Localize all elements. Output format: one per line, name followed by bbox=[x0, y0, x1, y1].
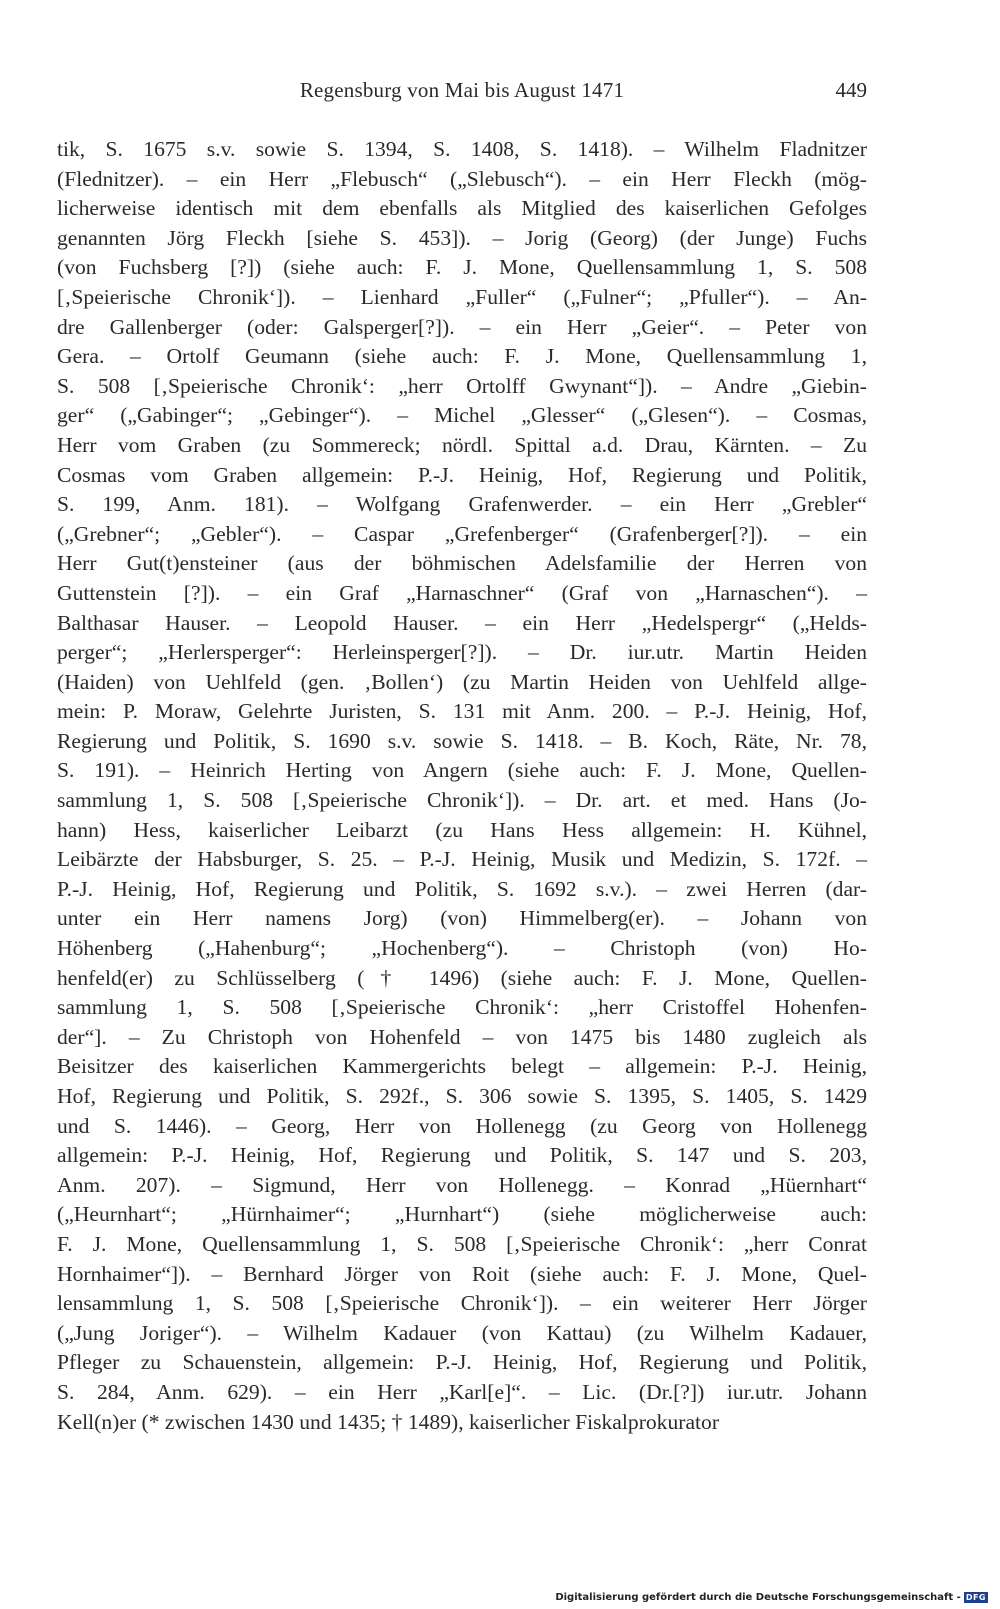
text-line: dre Gallenberger (oder: Galsperger[?]). – ein Herr „Geier“. – Peter von bbox=[57, 314, 867, 339]
funding-note: Digitalisierung gefördert durch die Deutsche Forschungsgemeinschaft - bbox=[555, 1592, 961, 1603]
text-line: (von Fuchsberg [?]) (siehe auch: F. J. Mone, Quellensammlung 1, S. 508 bbox=[57, 255, 867, 280]
text-line: Pfleger zu Schauenstein, allgemein: P.-J. Heinig, Hof, Regierung und Politik, bbox=[57, 1350, 867, 1375]
text-line: Guttenstein [?]). – ein Graf „Harnaschner“ (Graf von „Harnaschen“). – bbox=[57, 580, 867, 605]
text-line: unter ein Herr namens Jorg) (von) Himmelberg(er). – Johann von bbox=[57, 906, 867, 931]
text-line: Regierung und Politik, S. 1690 s.v. sowie S. 1418. – B. Koch, Räte, Nr. 78, bbox=[57, 728, 867, 753]
text-line: (Haiden) von Uehlfeld (gen. ‚Bollen‘) (zu Martin Heiden von Uehlfeld allge- bbox=[57, 669, 867, 694]
text-line: und S. 1446). – Georg, Herr von Hollenegg (zu Georg von Hollenegg bbox=[57, 1113, 867, 1138]
text-line: Hof, Regierung und Politik, S. 292f., S. 306 sowie S. 1395, S. 1405, S. 1429 bbox=[57, 1084, 867, 1108]
dfg-logo: DFG bbox=[965, 1593, 986, 1602]
text-line: („Heurnhart“; „Hürnhaimer“; „Hurnhart“) (siehe möglicherweise auch: bbox=[57, 1202, 867, 1227]
running-title: Regensburg von Mai bis August 1471 bbox=[299, 78, 625, 102]
text-line: Höhenberg („Hahenburg“; „Hochenberg“). – Christoph (von) Ho- bbox=[57, 936, 867, 961]
text-line: („Grebner“; „Gebler“). – Caspar „Grefenberger“ (Grafenberger[?]). – ein bbox=[57, 521, 867, 546]
text-line: Balthasar Hauser. – Leopold Hauser. – ein Herr „Hedelspergr“ („Helds- bbox=[57, 610, 867, 635]
text-line: P.-J. Heinig, Hof, Regierung und Politik, S. 1692 s.v.). – zwei Herren (dar- bbox=[57, 876, 867, 901]
text-line: der“]. – Zu Christoph von Hohenfeld – von 1475 bis 1480 zugleich als bbox=[57, 1024, 867, 1049]
text-line: sammlung 1, S. 508 [‚Speierische Chronik‘: „herr Cristoffel Hohenfen- bbox=[57, 995, 867, 1020]
text-line: Herr vom Graben (zu Sommereck; nördl. Spittal a.d. Drau, Kärnten. – Zu bbox=[57, 432, 867, 457]
text-line: licherweise identisch mit dem ebenfalls als Mitglied des kaiserlichen Gefolges bbox=[57, 196, 867, 221]
text-line: Cosmas vom Graben allgemein: P.-J. Heinig, Hof, Regierung und Politik, bbox=[57, 462, 867, 487]
text-line: lensammlung 1, S. 508 [‚Speierische Chronik‘]). – ein weiterer Herr Jörger bbox=[57, 1291, 867, 1316]
text-line: S. 508 [‚Speierische Chronik‘: „herr Ortolff Gwynant“]). – Andre „Giebin- bbox=[57, 373, 867, 398]
text-line: [‚Speierische Chronik‘]). – Lienhard „Fuller“ („Fulner“; „Pfuller“). – An- bbox=[57, 284, 867, 309]
footer-note bbox=[555, 1592, 988, 1603]
text-line: („Jung Joriger“). – Wilhelm Kadauer (von Kattau) (zu Wilhelm Kadauer, bbox=[57, 1320, 867, 1345]
text-line: (Flednitzer). – ein Herr „Flebusch“ („Slebusch“). – ein Herr Fleckh (mög- bbox=[57, 166, 867, 191]
text-line: sammlung 1, S. 508 [‚Speierische Chronik‘]). – Dr. art. et med. Hans (Jo- bbox=[57, 788, 867, 813]
text-line: S. 191). – Heinrich Herting von Angern (siehe auch: F. J. Mone, Quellen- bbox=[57, 758, 867, 783]
body-text bbox=[57, 135, 867, 1437]
text-line: Leibärzte der Habsburger, S. 25. – P.-J. Heinig, Musik und Medizin, S. 172f. – bbox=[57, 847, 867, 872]
text-line: perger“; „Herlersperger“: Herleinsperger[?]). – Dr. iur.utr. Martin Heiden bbox=[57, 640, 867, 665]
text-line: F. J. Mone, Quellensammlung 1, S. 508 [‚Speierische Chronik‘: „herr Conrat bbox=[57, 1231, 867, 1256]
text-line: henfeld(er) zu Schlüsselberg († 1496) (siehe auch: F. J. Mone, Quellen- bbox=[57, 965, 867, 990]
text-line: tik, S. 1675 s.v. sowie S. 1394, S. 1408, S. 1418). – Wilhelm Fladnitzer bbox=[57, 137, 867, 161]
text-line: allgemein: P.-J. Heinig, Hof, Regierung und Politik, S. 147 und S. 203, bbox=[57, 1143, 867, 1168]
text-line: hann) Hess, kaiserlicher Leibarzt (zu Hans Hess allgemein: H. Kühnel, bbox=[57, 817, 867, 842]
page-number: 449 bbox=[835, 78, 867, 102]
text-line: Kell(n)er (* zwischen 1430 und 1435; † 1489), kaiserlicher Fiskalprokurator bbox=[57, 1409, 720, 1434]
text-line: Anm. 207). – Sigmund, Herr von Hollenegg. – Konrad „Hüernhart“ bbox=[57, 1172, 867, 1197]
text-line: Beisitzer des kaiserlichen Kammergerichts belegt – allgemein: P.-J. Heinig, bbox=[57, 1054, 867, 1079]
text-line: Gera. – Ortolf Geumann (siehe auch: F. J. Mone, Quellensammlung 1, bbox=[57, 344, 867, 369]
text-line: Herr Gut(t)ensteiner (aus der böhmischen Adelsfamilie der Herren von bbox=[57, 551, 867, 576]
text-line: S. 284, Anm. 629). – ein Herr „Karl[e]“. – Lic. (Dr.[?]) iur.utr. Johann bbox=[57, 1379, 867, 1404]
text-line: ger“ („Gabinger“; „Gebinger“). – Michel „Glesser“ („Glesen“). – Cosmas, bbox=[57, 403, 867, 428]
text-line: genannten Jörg Fleckh [siehe S. 453]). – Jorig (Georg) (der Junge) Fuchs bbox=[57, 225, 867, 250]
page-header bbox=[57, 78, 867, 112]
text-line: Hornhaimer“]). – Bernhard Jörger von Roit (siehe auch: F. J. Mone, Quel- bbox=[57, 1261, 867, 1286]
text-line: mein: P. Moraw, Gelehrte Juristen, S. 131 mit Anm. 200. – P.-J. Heinig, Hof, bbox=[57, 699, 867, 724]
text-line: S. 199, Anm. 181). – Wolfgang Grafenwerder. – ein Herr „Grebler“ bbox=[57, 492, 867, 517]
